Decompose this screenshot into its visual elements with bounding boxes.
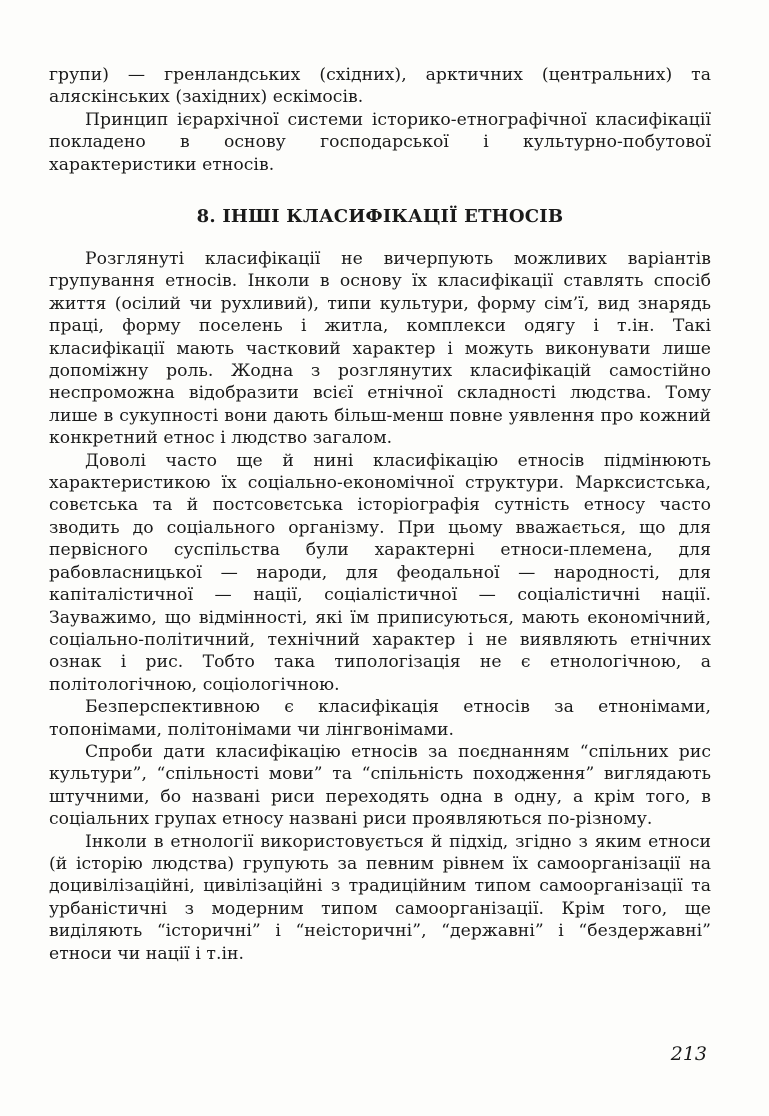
page-number: 213 [670,1043,707,1065]
paragraph-common-traits: Спроби дати класифікацію етносів за поєднанням “спільних рис культури”, “спільності мови” та “спільність походження” виглядають штучними, бо названі риси переходять одна в одну, а крім того, в соціальних групах етносу названі риси проявляються по-різному. [49,741,711,830]
paragraph-other-classifications: Розглянуті класифікації не вичерпують можливих варіантів групування етносів. Інколи в основу їх класифікації ставлять спосіб життя (осілий чи рухливий), типи культури, форму сім’ї, вид знарядь праці, форму поселень і житла, комплекси одягу і т.ін. Такі класифікації мають частковий характер і можуть виконувати лише допоміжну роль. Жодна з розглянутих класифікацій самостійно неспроможна відобразити всієї етнічної складності людства. Тому лише в сукупності вони дають більш-менш повне уявлення про кожний конкретний етнос і людство загалом. [49,249,711,449]
paragraph-ethnonyms: Безперспективною є класифікація етносів за етнонімами, топонімами, політонімами чи лінгвонімами. [49,697,711,740]
paragraph-hierarchy-principle: Принцип ієрархічної системи історико-етнографічної класифікації покладено в основу господарської і культурно-побутової характеристики етносів. [49,109,711,175]
paragraph-continuation: групи) — гренландських (східних), арктичних (центральних) та аляскінських (західних) ескімосів. [49,65,711,108]
paragraph-self-organization: Інколи в етнології використовується й підхід, згідно з яким етноси (й історію людства) групують за певним рівнем їх самоорганізації на доцивілізаційні, цивілізаційні з традиційним типом самоорганізації та урбаністичні з модерним типом самоорганізації. Крім того, ще виділяють “історичні” і “неісторичні”, “державні” і “бездержавні” етноси чи нації і т.ін. [49,831,711,964]
intro-text [49,64,711,176]
section-heading: 8. ІНШІ КЛАСИФІКАЦІЇ ЕТНОСІВ [196,206,564,227]
section-body [49,248,711,965]
paragraph-socio-economic: Доволі часто ще й нині класифікацію етносів підмінюють характеристикою їх соціально-економічної структури. Марксистська, совєтська та й постсовєтська історіографія сутність етносу часто зводить до соціального організму. При цьому вважається, що для первісного суспільства були характерні етноси-племена, для рабовласницької — народи, для феодальної — народності, для капіталістичної — нації, соціалістичної — соціалістичні нації. Зауважимо, що відмінності, які їм приписуються, мають економічний, соціально-політичний, технічний характер і не виявляють етнічних ознак і рис. Тобто така типологізація не є етнологічною, а політологічною, соціологічною. [49,450,711,695]
